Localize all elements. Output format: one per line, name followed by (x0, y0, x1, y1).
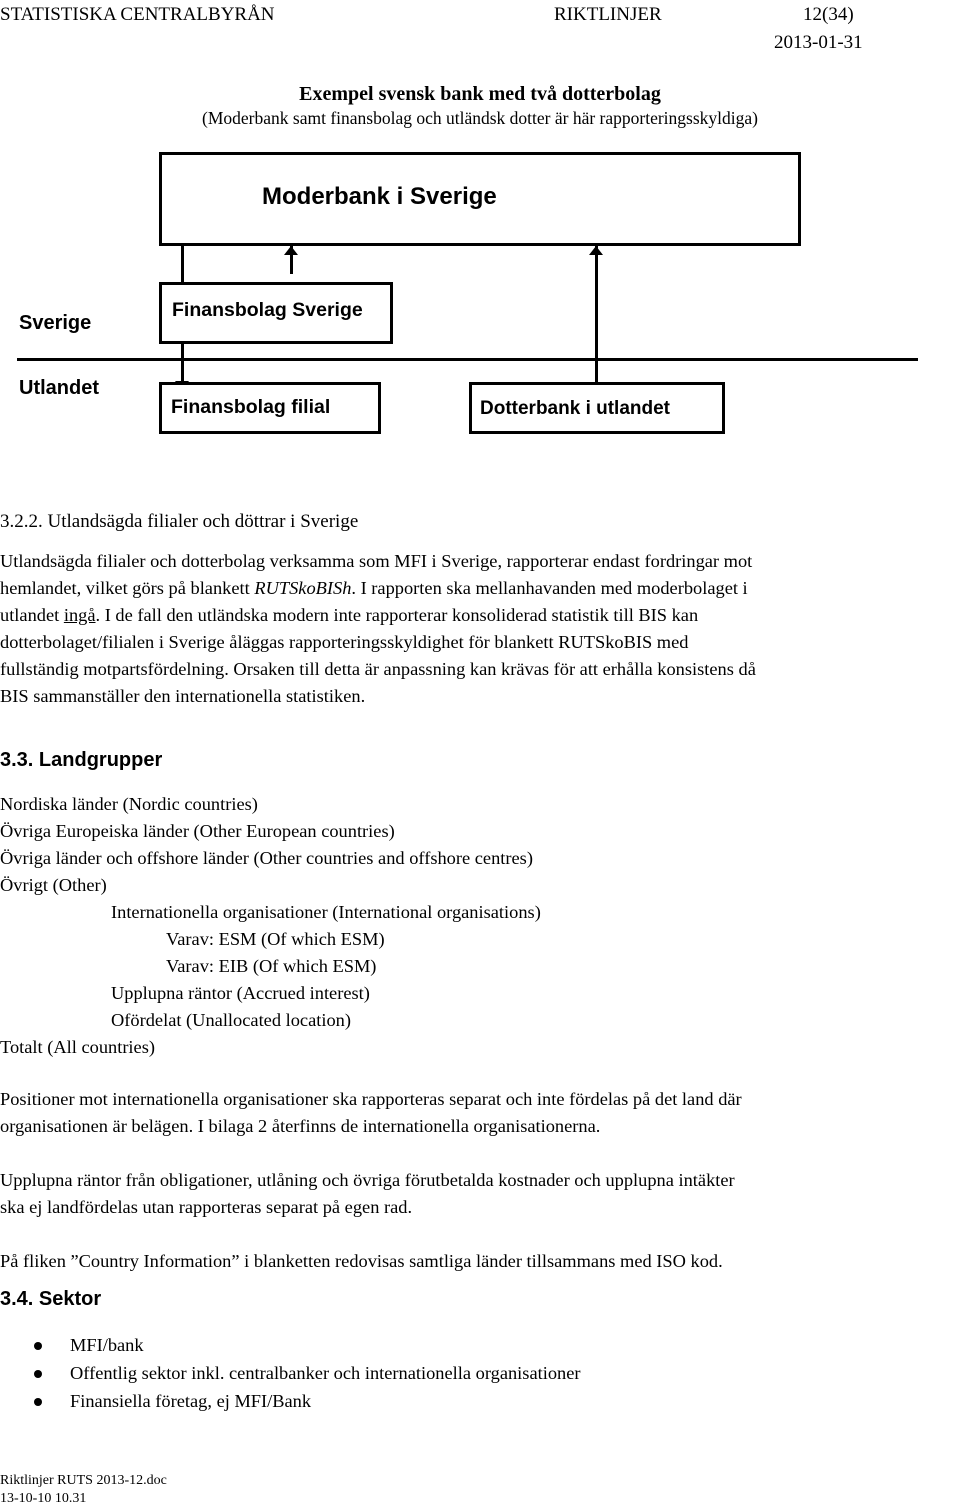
finance-company-sweden-label: Finansbolag Sverige (172, 299, 363, 321)
finance-company-sweden-box (159, 282, 393, 344)
country-group-item: Övriga Europeiska länder (Other European countries) (0, 821, 395, 841)
example-title: Exempel svensk bank med två dotterbolag (299, 83, 661, 105)
header-page-number: 12(34) (803, 4, 854, 25)
example-subtitle: (Moderbank samt finansbolag och utländsk dotter är här rapporteringsskyldiga) (202, 108, 758, 128)
sector-list-item: MFI/bank (70, 1335, 144, 1355)
finance-company-branch-label: Finansbolag filial (171, 396, 331, 418)
sector-list-item: Finansiella företag, ej MFI/Bank (70, 1391, 312, 1411)
subsidiary-bank-abroad-label: Dotterbank i utlandet (480, 398, 671, 419)
form-name: RUTSkoBISh (254, 578, 352, 598)
parent-bank-label: Moderbank i Sverige (262, 183, 497, 210)
paragraph-line: organisationen är belägen. I bilaga 2 återfinns de internationella organisationerna. (0, 1116, 601, 1136)
section-33-paragraph-2 (0, 1167, 960, 1221)
paragraph-line: Utlandsägda filialer och dotterbolag verksamma som MFI i Sverige, rapporterar endast fordringar mot (0, 551, 753, 571)
country-group-item: Upplupna räntor (Accrued interest) (111, 983, 370, 1003)
paragraph-line: Positioner mot internationella organisationer ska rapporteras separat och inte fördelas på det land där (0, 1089, 742, 1109)
region-label-abroad: Utlandet (19, 377, 99, 399)
country-group-item: Internationella organisationer (International organisations) (111, 902, 541, 922)
parent-bank-box (159, 152, 801, 246)
section-33-paragraph-1 (0, 1086, 960, 1140)
bullet-icon (34, 1370, 42, 1378)
country-group-item: Övriga länder och offshore länder (Other countries and offshore centres) (0, 848, 533, 868)
country-group-item: Varav: EIB (Of which ESM) (166, 956, 377, 976)
underlined-word: ingå (63, 605, 96, 625)
arrow-up-icon (589, 246, 603, 255)
country-group-item: Ofördelat (Unallocated location) (111, 1010, 351, 1030)
header-doc-type: RIKTLINJER (554, 4, 662, 25)
footer-filename: Riktlinjer RUTS 2013-12.doc (0, 1473, 167, 1488)
paragraph-line: utlandet ingå. I de fall den utländska modern inte rapporterar konsoliderad statistik till BIS kan (0, 605, 699, 625)
section-322-heading: 3.2.2. Utlandsägda filialer och döttrar i Sverige (0, 511, 359, 532)
section-34-heading: 3.4. Sektor (0, 1288, 102, 1310)
paragraph-line: Upplupna räntor från obligationer, utlåning och övriga förutbetalda kostnader och upplupna intäkter (0, 1170, 735, 1190)
footer-timestamp: 13-10-10 10.31 (0, 1491, 87, 1506)
subsidiary-bank-abroad-box (469, 382, 725, 434)
paragraph-line: hemlandet, vilket görs på blankett RUTSkoBISh. I rapporten ska mellanhavanden med moderbolaget i (0, 578, 748, 598)
paragraph-line: ska ej landfördelas utan rapporteras separat på egen rad. (0, 1197, 413, 1217)
paragraph-line: BIS sammanställer den internationella statistiken. (0, 686, 366, 706)
sector-list-item: Offentlig sektor inkl. centralbanker och internationella organisationer (70, 1363, 581, 1383)
region-label-sweden: Sverige (19, 312, 92, 334)
country-group-item: Övrigt (Other) (0, 875, 107, 895)
header-date: 2013-01-31 (774, 32, 863, 53)
country-group-item: Totalt (All countries) (0, 1037, 155, 1057)
country-group-item: Varav: ESM (Of which ESM) (166, 929, 385, 949)
connector-line (595, 246, 598, 383)
paragraph-line: dotterbolaget/filialen i Sverige åläggas rapporteringsskyldighet för blankett RUTSkoBIS med (0, 632, 689, 652)
section-33-paragraph-3 (0, 1248, 960, 1275)
section-322-body (0, 548, 960, 710)
bullet-icon (34, 1342, 42, 1350)
country-group-item: Nordiska länder (Nordic countries) (0, 794, 258, 814)
country-border-divider (17, 358, 918, 361)
arrow-up-icon (284, 246, 298, 255)
bullet-icon (34, 1398, 42, 1406)
paragraph-line: På fliken ”Country Information” i blanketten redovisas samtliga länder tillsammans med ISO kod. (0, 1251, 723, 1271)
paragraph-line: fullständig motpartsfördelning. Orsaken till detta är anpassning kan krävas för att erhålla konsistens då (0, 659, 756, 679)
header-org: STATISTISKA CENTRALBYRÅN (0, 4, 275, 25)
finance-company-branch-box (159, 382, 381, 434)
section-33-heading: 3.3. Landgrupper (0, 749, 163, 771)
